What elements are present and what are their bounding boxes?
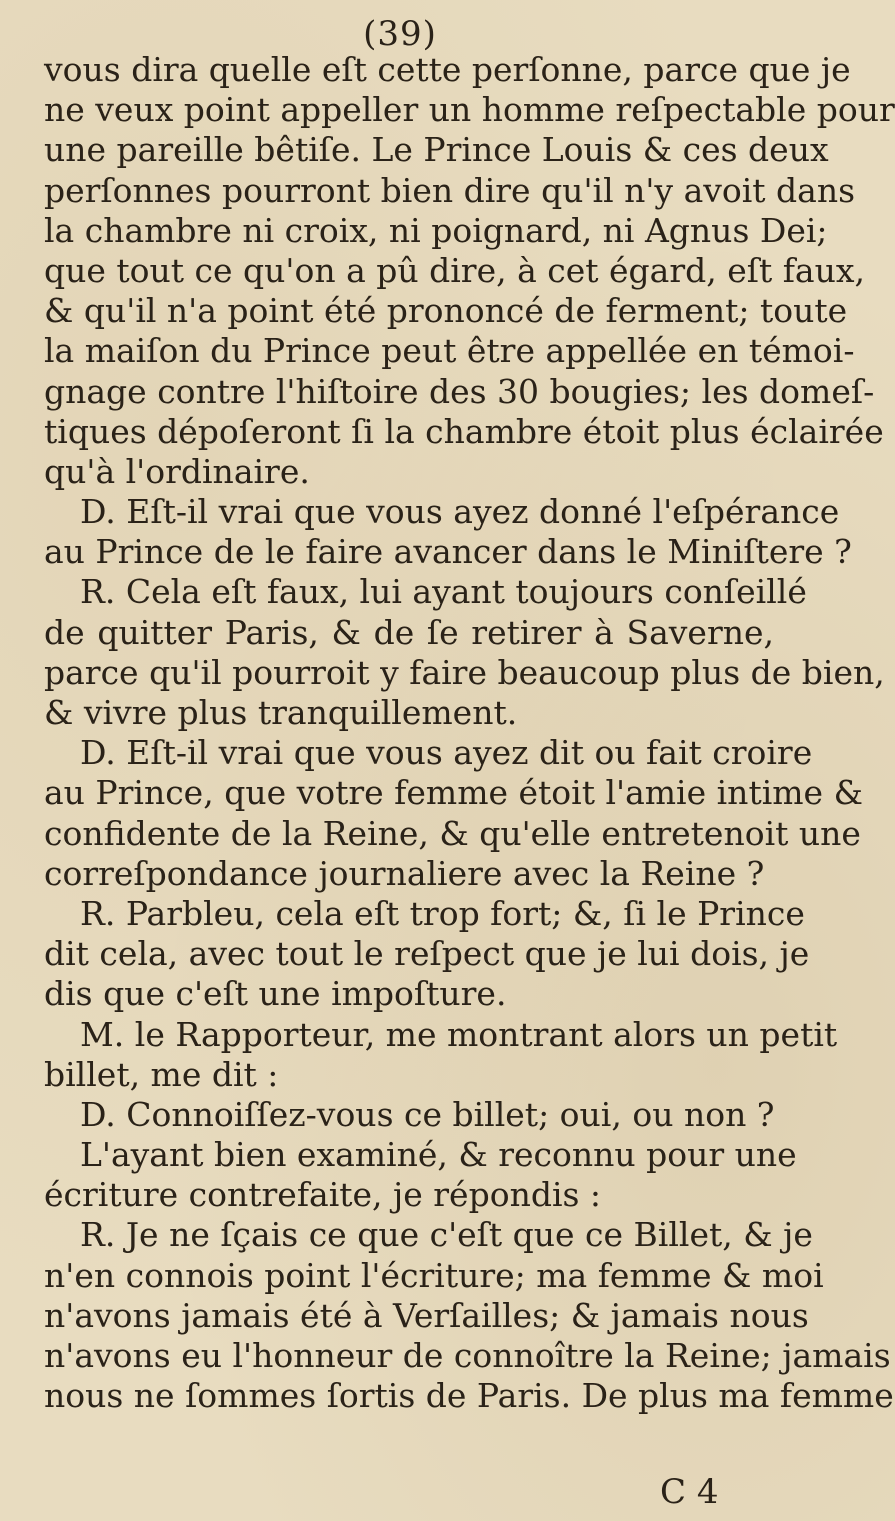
- text-line: perſonnes pourront bien dire qu'il n'y avoit dans: [44, 170, 856, 210]
- question-line: D. Connoiſſez-vous ce billet; oui, ou non ?: [80, 1094, 775, 1134]
- text-line: billet, me dit :: [44, 1054, 279, 1094]
- text-line: dis que c'eſt une impoſture.: [44, 974, 507, 1014]
- text-line: ne veux point appeller un homme reſpectable pour: [44, 90, 895, 130]
- signature-mark: C 4: [660, 1472, 719, 1512]
- text-line: de quitter Paris, & de ſe retirer à Saverne,: [44, 612, 774, 652]
- question-line: D. Eſt-il vrai que vous ayez donné l'eſpérance: [80, 492, 840, 532]
- text-line: tiques dépoſeront ſi la chambre étoit plus éclairée: [44, 411, 884, 451]
- text-line: n'avons eu l'honneur de connoître la Reine; jamais: [44, 1336, 891, 1375]
- answer-line: R. Je ne ſçais ce que c'eſt que ce Billet, & je: [80, 1215, 813, 1255]
- text-line: au Prince de le faire avancer dans le Miniſtere ?: [44, 532, 852, 572]
- text-line: qu'à l'ordinaire.: [44, 451, 310, 491]
- text-line: écriture contrefaite, je répondis :: [44, 1175, 602, 1215]
- text-line: la maiſon du Prince peut être appellée en témoi-: [44, 331, 855, 371]
- text-line: n'avons jamais été à Verſailles; & jamais nous: [44, 1295, 809, 1335]
- page-number: (39): [363, 14, 437, 54]
- text-line: nous ne ſommes ſortis de Paris. De plus ma femme: [44, 1376, 894, 1416]
- text-line: n'en connois point l'écriture; ma femme & moi: [44, 1255, 824, 1295]
- text-line: parce qu'il pourroit y faire beaucoup plus de bien,: [44, 652, 885, 692]
- text-line: dit cela, avec tout le reſpect que je lui dois, je: [44, 934, 810, 974]
- answer-line: R. Cela eſt faux, lui ayant toujours conſeillé: [80, 572, 807, 612]
- narration-line: L'ayant bien examiné, & reconnu pour une: [80, 1135, 797, 1175]
- text-line: confidente de la Reine, & qu'elle entretenoit une: [44, 813, 861, 853]
- text-line: au Prince, que votre femme étoit l'amie intime &: [44, 773, 863, 813]
- text-line: une pareille bêtiſe. Le Prince Louis & ces deux: [44, 130, 829, 170]
- answer-line: R. Parbleu, cela eſt trop fort; &, ſi le Prince: [80, 893, 805, 933]
- text-line: & vivre plus tranquillement.: [44, 693, 518, 732]
- narration-line: M. le Rapporteur, me montrant alors un petit: [80, 1014, 838, 1054]
- text-line: vous dira quelle eſt cette perſonne, parce que je: [44, 50, 851, 89]
- text-line: & qu'il n'a point été prononcé de ferment; toute: [44, 291, 848, 331]
- text-line: gnage contre l'hiſtoire des 30 bougies; les domeſ-: [44, 371, 875, 411]
- text-line: correſpondance journaliere avec la Reine ?: [44, 853, 765, 893]
- question-line: D. Eſt-il vrai que vous ayez dit ou fait croire: [80, 733, 813, 773]
- body-text: [44, 50, 895, 1416]
- text-line: la chambre ni croix, ni poignard, ni Agnus Dei;: [44, 210, 828, 250]
- text-line: que tout ce qu'on a pû dire, à cet égard, eſt faux,: [44, 250, 865, 290]
